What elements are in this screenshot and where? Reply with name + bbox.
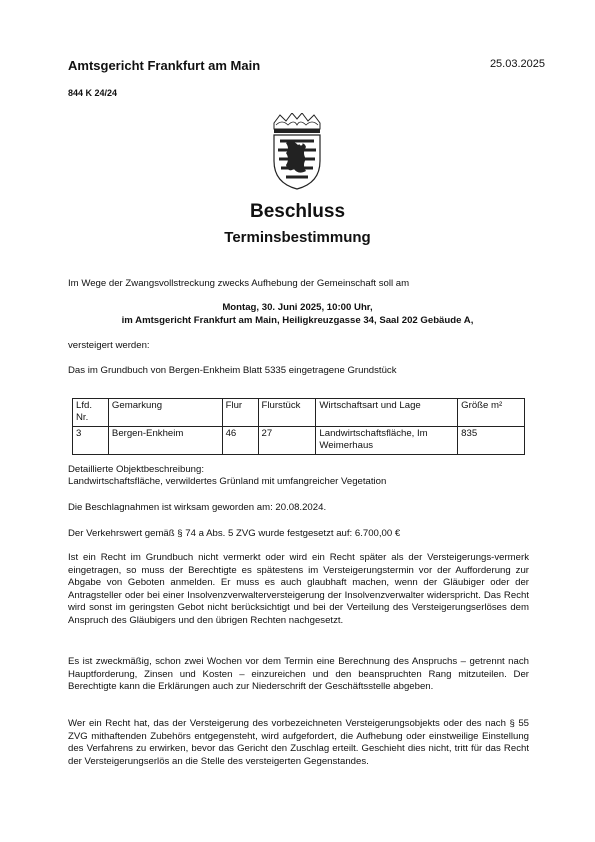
table-header: Flur xyxy=(222,399,258,427)
appointment-location: im Amtsgericht Frankfurt am Main, Heiligkreuzgasse 34, Saal 202 Gebäude A, xyxy=(121,315,474,326)
court-name: Amtsgericht Frankfurt am Main xyxy=(68,58,261,73)
table-cell: 835 xyxy=(458,427,525,455)
table-header: Größe m² xyxy=(458,399,525,427)
object-description-text: Landwirtschaftsfläche, verwildertes Grünland mit umfangreicher Vegetation xyxy=(68,476,387,487)
paragraph-widerspruch: Wer ein Recht hat, das der Versteigerung des vorbezeichneten Versteigerungsobjekts oder des nach § 55 ZVG mithaftenden Zubehörs entgegensteht, wird aufgefordert, die Aufhebung oder einstweilige Einstellung des Verfahrens zu erwirken, bevor das Gericht den Zuschlag erteilt. Geschieht dies nicht, tritt für das Recht der Versteigerungserlös an die Stelle des versteigerten Gegenstandes. xyxy=(68,718,529,767)
appointment-date: Montag, 30. Juni 2025, 10:00 Uhr, xyxy=(222,302,373,313)
property-table xyxy=(72,398,525,455)
grundbuch-text: Das im Grundbuch von Bergen-Enkheim Blatt 5335 eingetragene Grundstück xyxy=(68,365,397,376)
versteigert-text: versteigert werden: xyxy=(68,340,150,351)
table-cell: Landwirtschaftsfläche, Im Weimerhaus xyxy=(316,427,458,455)
table-row xyxy=(73,427,525,455)
table-header: Wirtschaftsart und Lage xyxy=(316,399,458,427)
case-number: 844 K 24/24 xyxy=(68,88,118,98)
object-description-label: Detaillierte Objektbeschreibung: xyxy=(68,464,204,475)
table-header-row xyxy=(73,399,525,427)
table-header: Flurstück xyxy=(258,399,316,427)
hessen-coat-of-arms-icon xyxy=(268,113,326,191)
table-cell: 46 xyxy=(222,427,258,455)
beschlagnahme-text: Die Beschlagnahmen ist wirksam geworden am: 20.08.2024. xyxy=(68,502,327,513)
document-date: 25.03.2025 xyxy=(489,58,545,70)
document-subtitle: Terminsbestimmung xyxy=(224,229,371,246)
table-cell: Bergen-Enkheim xyxy=(108,427,222,455)
table-header: Gemarkung xyxy=(108,399,222,427)
document-title: Beschluss xyxy=(249,201,346,222)
table-cell: 27 xyxy=(258,427,316,455)
table-header: Lfd. Nr. xyxy=(73,399,109,427)
paragraph-berechnung: Es ist zweckmäßig, schon zwei Wochen vor dem Termin eine Berechnung des Anspruchs – getrennt nach Hauptforderung, Zinsen und Kosten – einzureichen und den beanspruchten Rang mitzuteilen. Der Berechtigte kann die Erklärungen auch zur Niederschrift der Geschäftsstelle abgeben. xyxy=(68,656,529,693)
intro-text: Im Wege der Zwangsvollstreckung zwecks Aufhebung der Gemeinschaft soll am xyxy=(68,278,410,289)
verkehrswert-text: Der Verkehrswert gemäß § 74 a Abs. 5 ZVG wurde festgesetzt auf: 6.700,00 € xyxy=(68,528,401,539)
table-cell: 3 xyxy=(73,427,109,455)
paragraph-anmeldung: Ist ein Recht im Grundbuch nicht vermerkt oder wird ein Recht später als der Versteigerungs-vermerk eingetragen, so muss der Berechtigte es spätestens im Versteigerungstermin vor der Aufforderung zur Abgabe von Geboten anmelden. Er muss es auch glaubhaft machen, wenn der Gläubiger oder der Antragsteller oder bei einer Insolvenzverwalterversteigerung der Insolvenzverwalter widerspricht. Das Recht wird sonst im geringsten Gebot nicht berücksichtigt und bei der Verteilung des Versteigerungserlöses dem Anspruch des Gläubigers und den übrigen Rechten nachgesetzt. xyxy=(68,552,529,626)
